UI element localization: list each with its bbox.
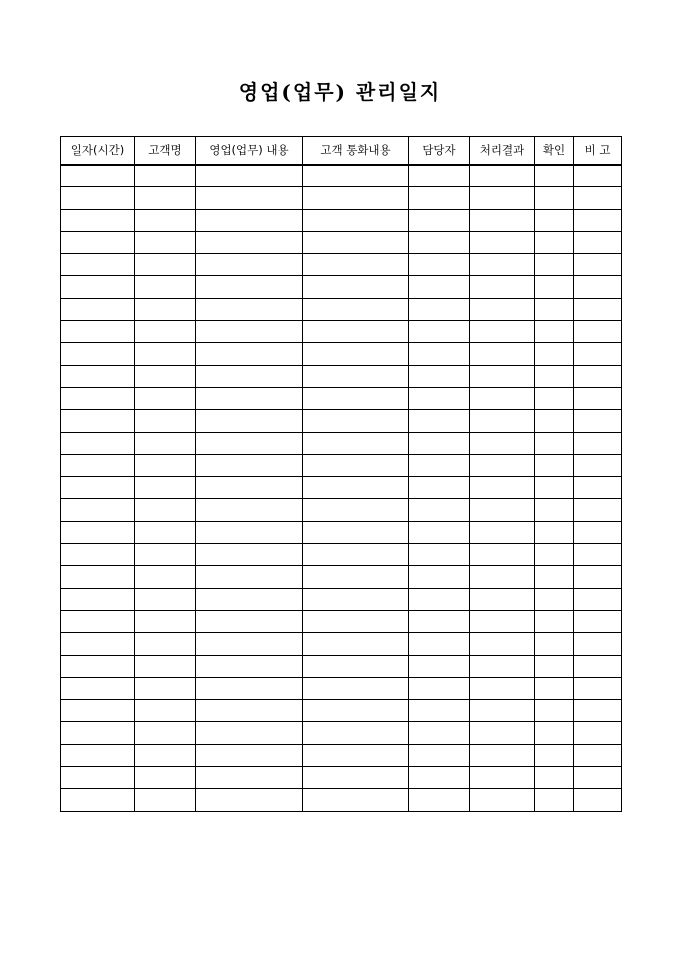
table-cell[interactable] [409, 499, 470, 521]
table-row [61, 387, 622, 409]
table-row [61, 744, 622, 766]
table-cell[interactable] [135, 477, 196, 499]
table-cell[interactable] [535, 544, 574, 566]
table-cell[interactable] [135, 454, 196, 476]
table-cell[interactable] [535, 588, 574, 610]
table-cell[interactable] [196, 677, 303, 699]
table-cell[interactable] [535, 231, 574, 253]
table-cell[interactable] [61, 343, 135, 365]
table-cell[interactable] [574, 722, 622, 744]
table-cell[interactable] [470, 588, 535, 610]
table-cell[interactable] [303, 231, 409, 253]
table-cell[interactable] [470, 789, 535, 811]
table-cell[interactable] [61, 321, 135, 343]
table-cell[interactable] [470, 544, 535, 566]
table-cell[interactable] [574, 454, 622, 476]
table-cell[interactable] [196, 655, 303, 677]
table-cell[interactable] [135, 165, 196, 187]
table-cell[interactable] [196, 343, 303, 365]
table-cell[interactable] [303, 499, 409, 521]
table-cell[interactable] [196, 588, 303, 610]
table-cell[interactable] [574, 521, 622, 543]
table-cell[interactable] [409, 722, 470, 744]
table-cell[interactable] [535, 165, 574, 187]
table-cell[interactable] [574, 744, 622, 766]
table-row [61, 454, 622, 476]
table-cell[interactable] [409, 566, 470, 588]
table-row [61, 588, 622, 610]
table-cell[interactable] [470, 254, 535, 276]
table-cell[interactable] [61, 387, 135, 409]
table-cell[interactable] [470, 387, 535, 409]
table-cell[interactable] [196, 432, 303, 454]
table-cell[interactable] [196, 744, 303, 766]
table-row [61, 566, 622, 588]
table-cell[interactable] [196, 633, 303, 655]
table-cell[interactable] [61, 588, 135, 610]
table-cell[interactable] [303, 566, 409, 588]
table-cell[interactable] [196, 566, 303, 588]
table-cell[interactable] [574, 633, 622, 655]
table-cell[interactable] [535, 298, 574, 320]
table-row [61, 499, 622, 521]
column-header-call-content: 고객 통화내용 [303, 137, 409, 165]
table-cell[interactable] [574, 767, 622, 789]
table-row [61, 789, 622, 811]
table-cell[interactable] [470, 321, 535, 343]
table-cell[interactable] [196, 610, 303, 632]
table-cell[interactable] [135, 209, 196, 231]
table-cell[interactable] [409, 365, 470, 387]
table-row [61, 477, 622, 499]
table-cell[interactable] [135, 254, 196, 276]
table-cell[interactable] [196, 499, 303, 521]
table-cell[interactable] [409, 165, 470, 187]
table-cell[interactable] [574, 387, 622, 409]
table-cell[interactable] [303, 387, 409, 409]
table-cell[interactable] [535, 254, 574, 276]
table-row [61, 343, 622, 365]
table-cell[interactable] [409, 544, 470, 566]
column-header-confirm: 확인 [535, 137, 574, 165]
table-cell[interactable] [135, 298, 196, 320]
table-row [61, 231, 622, 253]
table-cell[interactable] [574, 343, 622, 365]
table-cell[interactable] [303, 410, 409, 432]
column-header-date-time: 일자(시간) [61, 137, 135, 165]
table-cell[interactable] [470, 744, 535, 766]
table-cell[interactable] [196, 298, 303, 320]
table-cell[interactable] [409, 209, 470, 231]
table-cell[interactable] [470, 165, 535, 187]
table-cell[interactable] [196, 365, 303, 387]
table-cell[interactable] [470, 633, 535, 655]
table-cell[interactable] [196, 321, 303, 343]
table-cell[interactable] [535, 566, 574, 588]
table-cell[interactable] [535, 655, 574, 677]
header-row [61, 137, 622, 165]
table-cell[interactable] [470, 767, 535, 789]
table-cell[interactable] [196, 231, 303, 253]
table-cell[interactable] [303, 700, 409, 722]
table-cell[interactable] [303, 744, 409, 766]
table-row [61, 187, 622, 209]
table-cell[interactable] [535, 387, 574, 409]
table-row [61, 209, 622, 231]
column-header-work-content: 영업(업무) 내용 [196, 137, 303, 165]
table-cell[interactable] [303, 343, 409, 365]
table-row [61, 521, 622, 543]
table-cell[interactable] [574, 566, 622, 588]
table-row [61, 633, 622, 655]
table-row [61, 298, 622, 320]
table-cell[interactable] [470, 410, 535, 432]
table-cell[interactable] [470, 454, 535, 476]
table-cell[interactable] [409, 321, 470, 343]
table-cell[interactable] [409, 187, 470, 209]
table-row [61, 410, 622, 432]
table-cell[interactable] [303, 767, 409, 789]
work-log-table [60, 136, 622, 812]
table-cell[interactable] [303, 588, 409, 610]
table-cell[interactable] [303, 187, 409, 209]
table-cell[interactable] [574, 789, 622, 811]
table-cell[interactable] [574, 677, 622, 699]
table-cell[interactable] [535, 321, 574, 343]
table-cell[interactable] [135, 521, 196, 543]
table-cell[interactable] [574, 298, 622, 320]
table-cell[interactable] [196, 254, 303, 276]
table-cell[interactable] [135, 365, 196, 387]
table-cell[interactable] [135, 789, 196, 811]
table-cell[interactable] [61, 677, 135, 699]
table-cell[interactable] [409, 744, 470, 766]
table-cell[interactable] [303, 454, 409, 476]
table-cell[interactable] [535, 187, 574, 209]
table-cell[interactable] [574, 254, 622, 276]
table-cell[interactable] [61, 454, 135, 476]
table-cell[interactable] [535, 276, 574, 298]
table-row [61, 610, 622, 632]
table-cell[interactable] [535, 789, 574, 811]
table-cell[interactable] [196, 767, 303, 789]
table-cell[interactable] [535, 677, 574, 699]
table-cell[interactable] [303, 789, 409, 811]
table-cell[interactable] [135, 566, 196, 588]
table-cell[interactable] [303, 610, 409, 632]
column-header-remarks: 비 고 [574, 137, 622, 165]
table-cell[interactable] [535, 610, 574, 632]
table-cell[interactable] [61, 700, 135, 722]
table-cell[interactable] [409, 231, 470, 253]
table-cell[interactable] [470, 655, 535, 677]
table-cell[interactable] [196, 722, 303, 744]
table-row [61, 655, 622, 677]
table-cell[interactable] [61, 410, 135, 432]
table-row [61, 276, 622, 298]
table-cell[interactable] [303, 722, 409, 744]
table-body [61, 165, 622, 812]
table-cell[interactable] [409, 387, 470, 409]
table-cell[interactable] [135, 343, 196, 365]
table-cell[interactable] [535, 722, 574, 744]
table-cell[interactable] [303, 209, 409, 231]
table-cell[interactable] [135, 633, 196, 655]
table-cell[interactable] [470, 343, 535, 365]
table-cell[interactable] [409, 276, 470, 298]
table-cell[interactable] [135, 610, 196, 632]
table-cell[interactable] [135, 499, 196, 521]
table-cell[interactable] [409, 254, 470, 276]
table-cell[interactable] [61, 477, 135, 499]
table-cell[interactable] [61, 276, 135, 298]
table-cell[interactable] [574, 544, 622, 566]
table-row [61, 544, 622, 566]
table-cell[interactable] [303, 655, 409, 677]
table-cell[interactable] [574, 410, 622, 432]
table-cell[interactable] [61, 365, 135, 387]
table-cell[interactable] [574, 610, 622, 632]
table-cell[interactable] [61, 789, 135, 811]
table-cell[interactable] [535, 477, 574, 499]
table-cell[interactable] [61, 231, 135, 253]
table-cell[interactable] [535, 365, 574, 387]
table-row [61, 321, 622, 343]
table-cell[interactable] [470, 231, 535, 253]
table-cell[interactable] [535, 343, 574, 365]
table-cell[interactable] [196, 187, 303, 209]
table-cell[interactable] [135, 677, 196, 699]
table-cell[interactable] [535, 767, 574, 789]
column-header-result: 처리결과 [470, 137, 535, 165]
table-cell[interactable] [135, 767, 196, 789]
table-cell[interactable] [61, 767, 135, 789]
table-cell[interactable] [135, 544, 196, 566]
table-cell[interactable] [470, 722, 535, 744]
table-cell[interactable] [574, 700, 622, 722]
table-cell[interactable] [535, 633, 574, 655]
table-cell[interactable] [574, 276, 622, 298]
table-cell[interactable] [535, 209, 574, 231]
table-row [61, 722, 622, 744]
table-cell[interactable] [303, 677, 409, 699]
table-cell[interactable] [135, 410, 196, 432]
column-header-customer-name: 고객명 [135, 137, 196, 165]
table-row [61, 767, 622, 789]
table-cell[interactable] [535, 454, 574, 476]
table-cell[interactable] [535, 521, 574, 543]
table-cell[interactable] [303, 321, 409, 343]
table-cell[interactable] [535, 499, 574, 521]
table-cell[interactable] [409, 521, 470, 543]
table-cell[interactable] [135, 432, 196, 454]
table-cell[interactable] [135, 187, 196, 209]
table-cell[interactable] [574, 165, 622, 187]
table-cell[interactable] [135, 387, 196, 409]
table-cell[interactable] [470, 566, 535, 588]
table-cell[interactable] [470, 432, 535, 454]
table-cell[interactable] [574, 321, 622, 343]
table-cell[interactable] [409, 789, 470, 811]
table-row [61, 165, 622, 187]
table-cell[interactable] [470, 187, 535, 209]
table-cell[interactable] [303, 298, 409, 320]
table-cell[interactable] [470, 700, 535, 722]
table-cell[interactable] [574, 499, 622, 521]
table-cell[interactable] [574, 231, 622, 253]
table-cell[interactable] [135, 722, 196, 744]
table-cell[interactable] [470, 209, 535, 231]
table-cell[interactable] [61, 566, 135, 588]
table-cell[interactable] [196, 454, 303, 476]
table-cell[interactable] [574, 588, 622, 610]
table-cell[interactable] [303, 477, 409, 499]
table-cell[interactable] [535, 410, 574, 432]
table-cell[interactable] [303, 276, 409, 298]
table-cell[interactable] [135, 276, 196, 298]
table-cell[interactable] [61, 521, 135, 543]
table-cell[interactable] [535, 744, 574, 766]
table-cell[interactable] [409, 700, 470, 722]
table-cell[interactable] [409, 298, 470, 320]
table-cell[interactable] [470, 499, 535, 521]
table-cell[interactable] [303, 432, 409, 454]
table-row [61, 254, 622, 276]
table-cell[interactable] [135, 588, 196, 610]
table-cell[interactable] [574, 655, 622, 677]
table-cell[interactable] [303, 521, 409, 543]
table-cell[interactable] [61, 744, 135, 766]
table-cell[interactable] [303, 544, 409, 566]
table-cell[interactable] [574, 432, 622, 454]
table-cell[interactable] [409, 610, 470, 632]
table-cell[interactable] [61, 544, 135, 566]
table-cell[interactable] [196, 477, 303, 499]
table-cell[interactable] [409, 410, 470, 432]
table-cell[interactable] [303, 365, 409, 387]
table-cell[interactable] [409, 343, 470, 365]
table-cell[interactable] [61, 187, 135, 209]
page-title: 영업(업무) 관리일지 [238, 80, 442, 104]
table-cell[interactable] [409, 633, 470, 655]
table-row [61, 677, 622, 699]
table-cell[interactable] [196, 410, 303, 432]
table-row [61, 365, 622, 387]
table-row [61, 700, 622, 722]
table-cell[interactable] [303, 165, 409, 187]
table-cell[interactable] [196, 789, 303, 811]
table-row [61, 432, 622, 454]
table-cell[interactable] [470, 521, 535, 543]
table-cell[interactable] [196, 544, 303, 566]
table-cell[interactable] [196, 276, 303, 298]
table-cell[interactable] [470, 276, 535, 298]
table-cell[interactable] [61, 298, 135, 320]
table-cell[interactable] [535, 700, 574, 722]
table-cell[interactable] [135, 744, 196, 766]
table-cell[interactable] [470, 365, 535, 387]
table-cell[interactable] [135, 700, 196, 722]
table-cell[interactable] [196, 700, 303, 722]
table-cell[interactable] [409, 477, 470, 499]
table-cell[interactable] [470, 677, 535, 699]
table-cell[interactable] [135, 231, 196, 253]
table-cell[interactable] [196, 387, 303, 409]
table-cell[interactable] [196, 521, 303, 543]
table-cell[interactable] [196, 165, 303, 187]
table-cell[interactable] [135, 655, 196, 677]
table-cell[interactable] [409, 767, 470, 789]
table-cell[interactable] [61, 633, 135, 655]
table-cell[interactable] [303, 254, 409, 276]
column-header-person-in-charge: 담당자 [409, 137, 470, 165]
table-cell[interactable] [196, 209, 303, 231]
table-cell[interactable] [574, 209, 622, 231]
table-cell[interactable] [409, 432, 470, 454]
table-cell[interactable] [61, 655, 135, 677]
table-cell[interactable] [61, 209, 135, 231]
table-cell[interactable] [409, 655, 470, 677]
table-cell[interactable] [470, 610, 535, 632]
table-cell[interactable] [61, 254, 135, 276]
table-cell[interactable] [61, 722, 135, 744]
table-cell[interactable] [409, 588, 470, 610]
table-cell[interactable] [61, 432, 135, 454]
table-cell[interactable] [61, 610, 135, 632]
table-cell[interactable] [135, 321, 196, 343]
table-cell[interactable] [61, 165, 135, 187]
table-cell[interactable] [409, 677, 470, 699]
table-cell[interactable] [574, 365, 622, 387]
table-cell[interactable] [470, 477, 535, 499]
table-cell[interactable] [574, 187, 622, 209]
table-cell[interactable] [61, 499, 135, 521]
table-cell[interactable] [409, 454, 470, 476]
table-cell[interactable] [574, 477, 622, 499]
table-cell[interactable] [303, 633, 409, 655]
table-cell[interactable] [470, 298, 535, 320]
table-cell[interactable] [535, 432, 574, 454]
